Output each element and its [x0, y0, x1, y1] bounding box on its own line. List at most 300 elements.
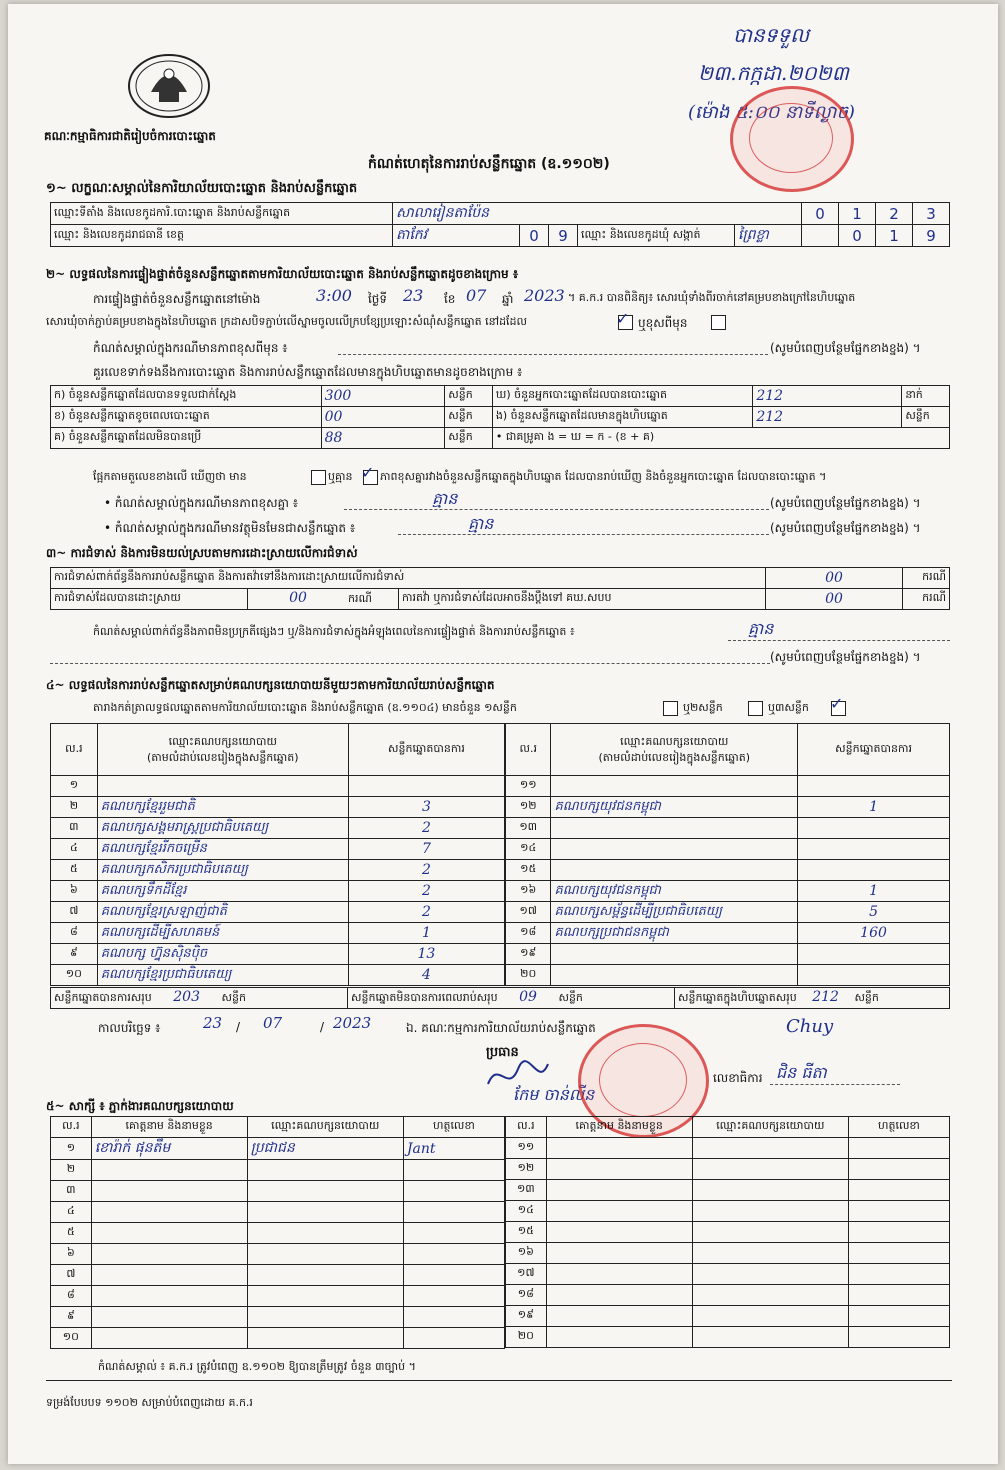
witness-party	[692, 1159, 848, 1180]
case-unit: ករណី	[348, 592, 372, 605]
verify-day: 23	[403, 286, 424, 305]
col-no-header: ល.រ	[506, 724, 551, 776]
col-signature-header: ហត្ថលេខា	[848, 1117, 949, 1138]
witness-signature	[403, 1244, 504, 1265]
unit-label: នាក់	[902, 386, 950, 407]
witness-party	[247, 1223, 403, 1244]
row-number: ២	[51, 1160, 92, 1181]
location-code-digit: 1	[839, 203, 876, 225]
party-name: គណបក្សយុវជនកម្ពុជា	[551, 797, 798, 818]
col-no-header: ល.រ	[51, 724, 98, 776]
note1-label: • កំណត់សម្គាល់ក្នុងករណីមានភាពខុសគ្នា ៖	[104, 496, 299, 510]
witness-party	[692, 1264, 848, 1285]
col-party-header-text: ឈ្មោះគណបក្សនយោបាយ	[168, 734, 277, 748]
party-row	[506, 902, 950, 923]
commune-code-digit: 1	[876, 225, 913, 247]
party-name	[551, 944, 798, 965]
verify-month: 07	[466, 286, 487, 305]
province-code-digit: 9	[549, 225, 578, 246]
party-name: គណបក្សកសិករប្រជាធិបតេយ្យ	[97, 860, 348, 881]
year-label: ឆ្នាំ	[502, 292, 514, 306]
witness-signature	[403, 1202, 504, 1223]
irregularity-note-label: កំណត់សម្គាល់ពាក់ព័ន្ធនឹងភាពមិនប្រក្រតីផ្សេងៗ ឬ/និងការជំទាស់ក្នុងអំឡុងពេលនៃការផ្ទៀងផ្ទាត់ និងការរាប់សន្លឹកឆ្នោត ៖	[93, 625, 575, 638]
changed-option-label: ឬខុសពីមុន	[638, 316, 688, 330]
row-number: ៨	[51, 923, 98, 944]
row-number: ១៦	[506, 1243, 547, 1264]
row-number: ១៦	[506, 881, 551, 902]
row-number: ៥	[51, 1223, 92, 1244]
received-ballots-value: 300	[321, 386, 445, 407]
witness-party	[247, 1265, 403, 1286]
party-row	[506, 839, 950, 860]
party-votes: 2	[348, 860, 504, 881]
row-number: ២០	[506, 1327, 547, 1348]
has-difference-checkbox[interactable]	[311, 470, 326, 485]
figure-left-label: ក) ចំនួនសន្លឹកឆ្នោតដែលបានទទួលជាក់ស្តែង	[51, 386, 322, 407]
received-note: បានទទួល	[733, 23, 810, 47]
one-sheet-checkbox[interactable]	[663, 701, 678, 716]
witness-right-table	[505, 1116, 950, 1348]
party-votes: 160	[798, 923, 950, 944]
row-number: ១១	[506, 1138, 547, 1159]
row-number: ១៥	[506, 860, 551, 881]
location-code-digit: 3	[913, 203, 950, 225]
row-number: ៦	[51, 1244, 92, 1265]
fill-back-note: (សូមបំពេញបន្ថែមផ្នែកខាងខ្នង) ។	[770, 650, 921, 664]
witness-name	[91, 1244, 247, 1265]
complaints-label: ការជំទាស់ពាក់ព័ន្ធនឹងការរាប់សន្លឹកឆ្នោត និងការតវ៉ាទៅនឹងការដោះស្រាយលើការជំទាស់	[51, 568, 766, 589]
party-row	[506, 797, 950, 818]
witness-party	[692, 1222, 848, 1243]
witness-row	[506, 1285, 950, 1306]
col-party-header-sub: (តាមលំដាប់លេខរៀងក្នុងសន្លឹកឆ្នោត)	[598, 750, 751, 764]
sign-day: 23	[203, 1014, 223, 1032]
witness-party	[692, 1327, 848, 1348]
party-votes: 2	[348, 818, 504, 839]
party-votes: 1	[798, 881, 950, 902]
note2-label: • កំណត់សម្គាល់ក្នុងករណីមានវត្ថុមិនមែនជាសន្លឹកឆ្នោត ៖	[104, 521, 356, 535]
section5-heading: ៥~ សាក្សី ៖ ភ្នាក់ងារគណបក្សនយោបាយ	[46, 1099, 234, 1113]
committee-name: គណៈកម្មាធិការជាតិរៀបចំការបោះឆ្នោត	[44, 129, 216, 143]
row-number: ១៣	[506, 1180, 547, 1201]
party-votes: 4	[348, 965, 504, 986]
col-party-header	[551, 724, 798, 776]
party-votes: 13	[348, 944, 504, 965]
witness-party	[692, 1138, 848, 1159]
section4-heading: ៤~ លទ្ធផលនៃការរាប់សន្លឹកឆ្នោតសម្រាប់គណបក្សនយោបាយនីមួយៗតាមការិយាល័យរាប់សន្លឹកឆ្នោត	[46, 678, 495, 692]
witness-row	[51, 1286, 505, 1307]
party-votes	[348, 776, 504, 797]
seal-text: សោរឃុំចាក់ភ្ជាប់គម្របខាងក្នុងនៃហិបឆ្នោត ក្រដាសបិទភ្ជាប់លើស្នាមចូលលើក្របខ្សែប្រឡោះសំណុំសន្លឹកឆ្នោត នៅដដែល	[46, 315, 527, 328]
party-row	[51, 923, 505, 944]
witness-row	[506, 1264, 950, 1285]
witness-row	[506, 1306, 950, 1327]
fill-back-note: (សូមបំពេញបន្ថែមផ្នែកខាងខ្នង) ។	[770, 496, 921, 510]
witness-row	[506, 1201, 950, 1222]
row-number: ១៨	[506, 1285, 547, 1306]
party-name: គណបក្សទឹកដីខ្មែរ	[97, 881, 348, 902]
official-stamp-top	[730, 86, 854, 192]
party-name: គណបក្សខ្មែររួមជាតិ	[97, 797, 348, 818]
row-number: ១	[51, 1138, 92, 1160]
results-sheet-count-text: តារាងកត់ត្រាលទ្ធផលឆ្នោតតាមការិយាល័យបោះឆ្នោត និងរាប់សន្លឹកឆ្នោត (ឧ.១១០៤) មានចំនួន ១សន្លឹក	[93, 701, 517, 714]
party-row	[51, 860, 505, 881]
party-name: គណបក្សសង្គមរាស្ត្រប្រជាធិបតេយ្យ	[97, 818, 348, 839]
witness-name	[91, 1181, 247, 1202]
party-votes	[798, 776, 950, 797]
party-votes: 2	[348, 881, 504, 902]
party-row	[506, 776, 950, 797]
witness-signature	[403, 1223, 504, 1244]
witness-signature	[403, 1265, 504, 1286]
col-no-header: ល.រ	[506, 1117, 547, 1138]
witness-signature	[848, 1306, 949, 1327]
total-box-label: សន្លឹកឆ្នោតក្នុងហិបឆ្នោតសរុប	[678, 991, 797, 1004]
witness-row	[506, 1159, 950, 1180]
commune-value: ព្រៃខ្លា	[738, 227, 769, 243]
col-party-header: ឈ្មោះគណបក្សនយោបាយ	[247, 1117, 403, 1138]
witness-name	[546, 1243, 692, 1264]
row-number: ៩	[51, 1307, 92, 1328]
formula-text: • ជាគម្រូគា ង = ឃ = ក - (ខ + គ)	[492, 428, 949, 449]
witness-row	[51, 1244, 505, 1265]
party-votes: 1	[348, 923, 504, 944]
col-votes-header: សន្លឹកឆ្នោតបានការ	[798, 724, 950, 776]
col-votes-header: សន្លឹកឆ្នោតបានការ	[348, 724, 504, 776]
commune-code-digit: 9	[913, 225, 950, 247]
row-number: ១១	[506, 776, 551, 797]
unit-label: សន្លឹក	[445, 407, 493, 428]
witness-row	[51, 1223, 505, 1244]
witness-row	[51, 1265, 505, 1286]
witness-name	[91, 1286, 247, 1307]
party-row	[51, 776, 505, 797]
unused-ballots-value: 88	[321, 428, 445, 449]
party-votes: 1	[798, 797, 950, 818]
party-votes	[798, 839, 950, 860]
party-name: គណបក្សយុវជនកម្ពុជា	[551, 881, 798, 902]
verify-text-cont: ។ គ.ក.រ បានពិនិត្យ៖ សោរឃុំទាំងពីរចាក់នៅគម្របខាងក្រៅនៃហិបឆ្នោត	[568, 291, 856, 304]
witness-name	[546, 1138, 692, 1159]
party-row	[51, 902, 505, 923]
checkmark-icon: ✓	[361, 463, 375, 482]
party-name: គណបក្ស ហ្វ៊ុនស៊ិនប៉ិច	[97, 944, 348, 965]
witness-signature	[403, 1307, 504, 1328]
three-sheets-label: ឬ៣សន្លឹក	[768, 701, 809, 714]
witness-name	[546, 1159, 692, 1180]
day-label: ថ្ងៃទី	[368, 292, 388, 306]
row-number: ៩	[51, 944, 98, 965]
total-valid-cell	[51, 988, 348, 1009]
party-row	[51, 797, 505, 818]
witness-signature	[403, 1286, 504, 1307]
province-code-digit: 0	[520, 225, 549, 246]
form-note: ទម្រង់បែបបទ ១១០២ សម្រាប់បំពេញដោយ គ.ក.រ	[46, 1396, 253, 1409]
difference-text-a: ផ្អែកតាមតួលេខខាងលើ ឃើញថា មាន	[93, 470, 247, 483]
row-number: ១៧	[506, 1264, 547, 1285]
witness-name	[91, 1223, 247, 1244]
note1-value: គ្មាន	[432, 489, 458, 508]
row-number: ១៣	[506, 818, 551, 839]
row-number: ១៩	[506, 944, 551, 965]
location-code-digit: 2	[876, 203, 913, 225]
witness-party	[692, 1180, 848, 1201]
section3-heading: ៣~ ការជំទាស់ និងការមិនយល់ស្របតាមការដោះស្រាយលើការជំទាស់	[46, 546, 358, 560]
party-name	[551, 818, 798, 839]
location-table	[50, 202, 950, 247]
party-name	[97, 776, 348, 797]
committee-org: ឯ. គណៈកម្មការការិយាល័យរាប់សន្លឹកឆ្នោត	[406, 1021, 596, 1035]
witness-party	[247, 1181, 403, 1202]
party-votes: 5	[798, 902, 950, 923]
witness-signature	[848, 1327, 949, 1348]
election-form-sheet: គណៈកម្មាធិការជាតិរៀបចំការបោះឆ្នោត កំណត់ហេតុនៃការរាប់សន្លឹកឆ្នោត (ឧ.១១០២) បានទទួល ២៣.កក្កដា.២០២៣ (ម៉ោង ៥:០០ នាទីល្ងាច) ១~ លក្ខណៈសម្គាល់នៃការិយាល័យបោះឆ្នោត និងរាប់សន្លឹកឆ្នោត ឈ្មោះទីតាំង និងលេខកូដការិ.បោះឆ្នោត និងរាប់សន្លឹកឆ្នោត សាលារៀនតាប៉ែន 0 1 2 3 ឈ្មោះ និងលេខកូដរាជធានី ខេត្ត តាកែវ 0 9 ឈ្មោះ និងលេខកូដឃុំ សង្កាត់ ព្រៃខ្លា 0 1 9 ២~ លទ្ធផលនៃការផ្ទៀងផ្ទាត់ចំនួនសន្លឹកឆ្នោតតាមការិយាល័យបោះឆ្នោត និងរាប់សន្លឹកឆ្នោតដូចខាងក្រោម ៖ ការផ្ទៀងផ្ទាត់ចំនួនសន្លឹកឆ្នោតនៅម៉ោង 3:00 ថ្ងៃទី 23 ខែ 07 ឆ្នាំ 2023 ។ គ.ក.រ បានពិនិត្យ៖ សោរឃុំទាំងពីរចាក់នៅគម្របខាងក្រៅនៃហិបឆ្នោត សោរឃុំចាក់ភ្ជាប់គម្របខាងក្នុងនៃហិបឆ្នោត ក្រដាសបិទភ្ជាប់លើស្នាមចូលលើក្របខ្សែប្រឡោះសំណុំសន្លឹកឆ្នោត នៅដដែល ✓ ឬខុសពីមុន កំណត់សម្គាល់ក្នុងករណីមានភាពខុសពីមុន ៖ (សូមបំពេញបន្ថែមផ្នែកខាងខ្នង) ។ គួរលេខទាក់ទងនឹងការបោះឆ្នោត និងការរាប់សន្លឹកឆ្នោតដែលមានក្នុងហិបឆ្នោតមានដូចខាងក្រោម ៖ ក) ចំនួនសន្លឹកឆ្នោតដែលបានទទួលជាក់ស្តែង 300 សន្លឹក ឃ) ចំនួនអ្នកបោះឆ្នោតដែលបានបោះឆ្នោត 212 នាក់ ខ) ចំនួនសន្លឹកឆ្នោតខូចពេលបោះឆ្នោត 00 សន្លឹក ង) ចំនួនសន្លឹកឆ្នោតដែលមានក្នុងហិបឆ្នោត 212 សន្លឹក គ) ចំនួនសន្លឹកឆ្នោតដែលមិនបានប្រើ 88 សន្លឹក • ជាគម្រូគា ង = ឃ = ក - (ខ + គ) ផ្អែកតាមតួលេខខាងលើ ឃើញថា មាន ឬគ្មាន ✓ ភាពខុសគ្នារវាងចំនួនសន្លឹកឆ្នោតក្នុងហិបឆ្នោត ដែលបានរាប់ឃើញ និងចំនួនអ្នកបោះឆ្នោត ដែលបានបោះឆ្នោត ។ • កំណត់សម្គាល់ក្នុងករណីមានភាពខុសគ្នា ៖ គ្មាន (សូមបំពេញបន្ថែមផ្នែកខាងខ្នង) ។ • កំណត់សម្គាល់ក្នុងករណីមានវត្ថុមិនមែនជាសន្លឹកឆ្នោត ៖ គ្មាន (សូមបំពេញបន្ថែមផ្នែកខាងខ្នង) ។ ៣~ ការជំទាស់ និងការមិនយល់ស្របតាមការដោះស្រាយលើការជំទាស់ ការជំទាស់ពាក់ព័ន្ធនឹងការរាប់សន្លឹកឆ្នោត និងការតវ៉ាទៅនឹងការដោះស្រាយលើការជំទាស់ 00 ករណី ការជំទាស់ដែលបានដោះស្រាយ 00 ករណី ការតវ៉ា ឬការជំទាស់ដែលអាចនឹងប្តឹងទៅ គឃ.សបប 00 ករណី កំណត់សម្គាល់ពាក់ព័ន្ធនឹងភាពមិនប្រក្រតីផ្សេងៗ ឬ/និងការជំទាស់ក្នុងអំឡុងពេលនៃការផ្ទៀងផ្ទាត់ និងការរាប់សន្លឹកឆ្នោត ៖ គ្មាន (សូមបំពេញបន្ថែមផ្នែកខាងខ្នង) ។ ៤~ លទ្ធផលនៃការរាប់សន្លឹកឆ្នោតសម្រាប់គណបក្សនយោបាយនីមួយៗតាមការិយាល័យរាប់សន្លឹកឆ្នោត តារាងកត់ត្រាលទ្ធផលឆ្នោតតាមការិយាល័យបោះឆ្នោត និងរាប់សន្លឹកឆ្នោត (ឧ.១១០៤) មានចំនួន ១សន្លឹក ឬ២សន្លឹក ឬ៣សន្លឹក ✓ ល.រ ឈ្មោះគណបក្សនយោបាយ (តាមលំដាប់លេខរៀងក្នុងសន្លឹកឆ្នោត) សន្លឹកឆ្នោតបានការ ១ ២ គណបក្សខ្មែររួមជាតិ 3 ៣ គណបក្សសង្គមរាស្ត្រប្រជាធិបតេយ្យ 2 ៤ គណបក្សខ្មែររីកចម្រើន 7 ៥ គណបក្សកសិករប្រជាធិបតេយ្យ 2 ៦ គណបក្សទឹកដីខ្មែរ 2 ៧ គណបក្សខ្មែរស្រឡាញ់ជាតិ 2 ៨ គណបក្សដើម្បីសហគមន៍ 1 ៩ គណបក្ស ហ្វ៊ុនស៊ិនប៉ិច 13 ១០ គណបក្សខ្មែរប្រជាធិបតេយ្យ 4 ល.រ ឈ្មោះគណបក្សនយោបាយ (តាមលំដាប់លេខរៀងក្នុងសន្លឹកឆ្នោត) សន្លឹកឆ្នោតបានការ ១១ ១២ គណបក្សយុវជនកម្ពុជា 1 ១៣ ១៤ ១៥ ១៦ គណបក្សយុវជនកម្ពុជា 1 ១៧ គណបក្សសម្ព័ន្ធដើម្បីប្រជាធិបតេយ្យ 5 ១៨ គណបក្សប្រជាជនកម្ពុជា 160 ១៩ ២០ សន្លឹកឆ្នោតបានការសរុប 203 សន្លឹក សន្លឹកឆ្នោតមិនបានការពេលរាប់សរុប 09 សន្លឹក សន្លឹកឆ្នោតក្នុងហិបឆ្នោតសរុប 212 សន្លឹក កាលបរិច្ឆេទ ៖ 23 / 07 / 2023 ឯ. គណៈកម្មការការិយាល័យរាប់សន្លឹកឆ្នោត ប្រធាន កែម ចាន់លីន Chuy លេខាធិការ ជិន ធីតា ៥~ សាក្សី ៖ ភ្នាក់ងារគណបក្សនយោបាយ ល.រ គោត្តនាម និងនាមខ្លួន ឈ្មោះគណបក្សនយោបាយ ហត្ថលេខា ១ ខោរ៉ាក់ ផុនតឹម ប្រជាជន Jant ២ ៣ ៤ ៥ ៦ ៧ ៨ ៩ ១០ ល.រ គោត្តនាម និងនាមខ្លួន ឈ្មោះគណបក្សនយោបាយ ហត្ថលេខា ១១ ១២ ១៣ ១៤ ១៥ ១៦ ១៧ ១៨ ១៩ ២០ កំណត់សម្គាល់ ៖ គ.ក.រ ត្រូវបំពេញ ឧ.១១០២ ឱ្យបានត្រឹមត្រូវ ចំនួន ៣ច្បាប់ ។ ទម្រង់បែបបទ ១១០២ សម្រាប់បំពេញដោយ គ.ក.រ	[8, 4, 998, 1464]
party-name	[551, 965, 798, 986]
figure-right-label: ង) ចំនួនសន្លឹកឆ្នោតដែលមានក្នុងហិបឆ្នោត	[492, 407, 752, 428]
location-code-digit: 0	[802, 203, 839, 225]
col-party-header: ឈ្មោះគណបក្សនយោបាយ	[692, 1117, 848, 1138]
checkmark-icon: ✓	[830, 694, 844, 713]
ballot-figures-table	[50, 385, 950, 449]
verify-time: 3:00	[316, 286, 352, 305]
section2-heading: ២~ លទ្ធផលនៃការផ្ទៀងផ្ទាត់ចំនួនសន្លឹកឆ្នោតតាមការិយាល័យបោះឆ្នោត និងរាប់សន្លឹកឆ្នោតដូចខាងក្រោម ៖	[46, 267, 519, 281]
party-votes	[798, 944, 950, 965]
row-number: ១៨	[506, 923, 551, 944]
party-row	[51, 944, 505, 965]
witness-name: ខោរ៉ាក់ ផុនតឹម	[91, 1138, 247, 1160]
two-sheets-label: ឬ២សន្លឹក	[683, 701, 723, 714]
witness-left-table	[50, 1116, 505, 1349]
location-label: ឈ្មោះទីតាំង និងលេខកូដការិ.បោះឆ្នោត និងរាប់សន្លឹកឆ្នោត	[51, 203, 393, 225]
totals-table	[50, 987, 950, 1009]
ballots-in-box-value: 212	[753, 407, 902, 428]
row-number: ៧	[51, 902, 98, 923]
party-name: គណបក្សសម្ព័ន្ធដើម្បីប្រជាធិបតេយ្យ	[551, 902, 798, 923]
witness-signature	[848, 1222, 949, 1243]
note2-value: គ្មាន	[468, 514, 494, 533]
date-label: កាលបរិច្ឆេទ ៖	[98, 1021, 161, 1035]
party-name	[551, 776, 798, 797]
witness-row	[506, 1243, 950, 1264]
figure-right-label: ឃ) ចំនួនអ្នកបោះឆ្នោតដែលបានបោះឆ្នោត	[492, 386, 752, 407]
voters-value: 212	[753, 386, 902, 407]
checkmark-icon: ✓	[616, 309, 630, 328]
witness-signature	[848, 1201, 949, 1222]
witness-name	[91, 1265, 247, 1286]
witness-name	[546, 1180, 692, 1201]
witness-name	[546, 1264, 692, 1285]
party-name: គណបក្សខ្មែររីកចម្រើន	[97, 839, 348, 860]
witness-name	[546, 1201, 692, 1222]
row-number: ៧	[51, 1265, 92, 1286]
unit-label: សន្លឹក	[854, 991, 879, 1004]
changed-checkbox[interactable]	[711, 315, 726, 330]
witness-row	[506, 1180, 950, 1201]
chair-title: ប្រធាន	[486, 1045, 519, 1060]
total-invalid-value: 09	[519, 989, 537, 1005]
party-votes: 7	[348, 839, 504, 860]
secretary-signature: Chuy	[786, 1016, 834, 1037]
appeal-label: ការតវ៉ា ឬការជំទាស់ដែលអាចនឹងប្តឹងទៅ គឃ.សបប	[399, 589, 766, 610]
total-invalid-label: សន្លឹកឆ្នោតមិនបានការពេលរាប់សរុប	[351, 991, 498, 1004]
party-votes	[798, 965, 950, 986]
complaints-value: 00	[766, 568, 903, 589]
month-label: ខែ	[444, 292, 456, 306]
appeal-value: 00	[766, 589, 903, 610]
received-date-note: ២៣.កក្កដា.២០២៣	[698, 61, 849, 85]
witness-name	[91, 1160, 247, 1181]
party-name: គណបក្សខ្មែរប្រជាធិបតេយ្យ	[97, 965, 348, 986]
witness-party	[247, 1244, 403, 1265]
party-name: គណបក្សប្រជាជនកម្ពុជា	[551, 923, 798, 944]
witness-party	[247, 1202, 403, 1223]
col-party-header-sub: (តាមលំដាប់លេខរៀងក្នុងសន្លឹកឆ្នោត)	[147, 750, 299, 764]
col-signature-header: ហត្ថលេខា	[403, 1117, 504, 1138]
witness-name	[91, 1202, 247, 1223]
party-name	[551, 860, 798, 881]
section1-heading: ១~ លក្ខណៈសម្គាល់នៃការិយាល័យបោះឆ្នោត និងរាប់សន្លឹកឆ្នោត	[46, 181, 358, 196]
total-valid-label: សន្លឹកឆ្នោតបានការសរុប	[54, 991, 152, 1004]
witness-signature	[848, 1159, 949, 1180]
unit-label: សន្លឹក	[558, 991, 583, 1004]
row-number: ២០	[506, 965, 551, 986]
col-party-header-text: ឈ្មោះគណបក្សនយោបាយ	[620, 734, 729, 748]
witness-row	[506, 1327, 950, 1348]
col-party-header	[97, 724, 348, 776]
commune-label: ឈ្មោះ និងលេខកូដឃុំ សង្កាត់	[578, 225, 735, 246]
witness-party	[692, 1285, 848, 1306]
witness-name	[91, 1307, 247, 1328]
witness-party	[692, 1201, 848, 1222]
party-name: គណបក្សដើម្បីសហគមន៍	[97, 923, 348, 944]
row-number: ៣	[51, 1181, 92, 1202]
witness-signature	[403, 1160, 504, 1181]
witness-party	[247, 1286, 403, 1307]
party-results-left-table	[50, 723, 505, 986]
two-sheets-checkbox[interactable]	[748, 701, 763, 716]
witness-party	[247, 1160, 403, 1181]
witness-row	[51, 1181, 505, 1202]
irregularity-note-value: គ្មាន	[748, 619, 774, 638]
row-number: ១០	[51, 965, 98, 986]
row-number: ១៤	[506, 1201, 547, 1222]
fill-back-note: (សូមបំពេញបន្ថែមផ្នែកខាងខ្នង) ។	[770, 341, 921, 355]
province-label: ឈ្មោះ និងលេខកូដរាជធានី ខេត្ត	[51, 225, 393, 247]
party-row	[51, 839, 505, 860]
row-number: ៥	[51, 860, 98, 881]
row-number: ៦	[51, 881, 98, 902]
row-number: ៤	[51, 839, 98, 860]
witness-name	[91, 1328, 247, 1349]
case-unit: ករណី	[903, 568, 950, 589]
col-no-header: ល.រ	[51, 1117, 92, 1138]
witness-signature	[848, 1285, 949, 1306]
complaints-table	[50, 567, 950, 610]
party-votes	[798, 818, 950, 839]
row-number: ១៥	[506, 1222, 547, 1243]
witness-signature	[403, 1328, 504, 1349]
witness-signature	[848, 1180, 949, 1201]
party-row	[506, 818, 950, 839]
figure-left-label: គ) ចំនួនសន្លឹកឆ្នោតដែលមិនបានប្រើ	[51, 428, 322, 449]
party-votes: 3	[348, 797, 504, 818]
unit-label: សន្លឹក	[221, 991, 246, 1004]
witness-row	[506, 1138, 950, 1159]
footer-note: កំណត់សម្គាល់ ៖ គ.ក.រ ត្រូវបំពេញ ឧ.១១០២ ឱ្យបានត្រឹមត្រូវ ចំនួន ៣ច្បាប់ ។	[98, 1360, 416, 1373]
party-row	[506, 923, 950, 944]
commune-code-digit: 0	[839, 225, 876, 247]
witness-party: ប្រជាជន	[247, 1138, 403, 1160]
fill-back-note: (សូមបំពេញបន្ថែមផ្នែកខាងខ្នង) ។	[770, 521, 921, 535]
party-row	[51, 965, 505, 986]
witness-row	[51, 1160, 505, 1181]
party-row	[506, 944, 950, 965]
witness-signature	[848, 1264, 949, 1285]
party-results-right-table	[505, 723, 950, 986]
resolved-value: 00	[289, 590, 307, 606]
chair-name: កែម ចាន់លីន	[513, 1085, 595, 1104]
form-title: កំណត់ហេតុនៃការរាប់សន្លឹកឆ្នោត (ឧ.១១០២)	[368, 156, 610, 172]
row-number: ២	[51, 797, 98, 818]
witness-row	[51, 1138, 505, 1160]
party-name	[551, 839, 798, 860]
witness-row	[506, 1222, 950, 1243]
total-valid-value: 203	[173, 989, 200, 1005]
witness-name	[546, 1285, 692, 1306]
secretary-label: លេខាធិការ	[713, 1071, 763, 1085]
witness-row	[51, 1328, 505, 1349]
col-name-header: គោត្តនាម និងនាមខ្លួន	[91, 1117, 247, 1138]
witness-signature	[848, 1138, 949, 1159]
row-number: ១២	[506, 1159, 547, 1180]
party-row	[506, 860, 950, 881]
col-name-header: គោត្តនាម និងនាមខ្លួន	[546, 1117, 692, 1138]
location-value: សាលារៀនតាប៉ែន	[393, 203, 802, 225]
witness-party	[692, 1306, 848, 1327]
difference-note-label: កំណត់សម្គាល់ក្នុងករណីមានភាពខុសពីមុន ៖	[93, 341, 288, 355]
total-box-value: 212	[812, 989, 839, 1005]
party-row	[506, 965, 950, 986]
witness-name	[546, 1306, 692, 1327]
verify-year: 2023	[524, 286, 565, 305]
party-row	[51, 818, 505, 839]
party-votes: 2	[348, 902, 504, 923]
witness-name	[546, 1222, 692, 1243]
no-difference-label: ឬគ្មាន	[328, 470, 353, 483]
witness-party	[692, 1243, 848, 1264]
witness-name	[546, 1327, 692, 1348]
party-row	[51, 881, 505, 902]
resolved-label: ការជំទាស់ដែលបានដោះស្រាយ	[51, 589, 248, 610]
party-name: គណបក្សខ្មែរស្រឡាញ់ជាតិ	[97, 902, 348, 923]
witness-row	[51, 1202, 505, 1223]
witness-row	[51, 1307, 505, 1328]
witness-signature: Jant	[403, 1138, 504, 1160]
total-box-cell	[675, 988, 950, 1009]
row-number: ១០	[51, 1328, 92, 1349]
nec-logo-icon	[126, 52, 212, 120]
party-row	[506, 881, 950, 902]
row-number: ១	[51, 776, 98, 797]
witness-signature	[403, 1181, 504, 1202]
row-number: ១៧	[506, 902, 551, 923]
total-invalid-cell	[348, 988, 675, 1009]
unit-label: សន្លឹក	[445, 386, 493, 407]
case-unit: ករណី	[903, 589, 950, 610]
witness-party	[247, 1307, 403, 1328]
figures-intro: គួរលេខទាក់ទងនឹងការបោះឆ្នោត និងការរាប់សន្លឹកឆ្នោតដែលមានក្នុងហិបឆ្នោតមានដូចខាងក្រោម ៖	[93, 365, 523, 379]
difference-text-c: ភាពខុសគ្នារវាងចំនួនសន្លឹកឆ្នោតក្នុងហិបឆ្នោត ដែលបានរាប់ឃើញ និងចំនួនអ្នកបោះឆ្នោត ដែលបានបោះឆ្នោត ។	[380, 470, 827, 483]
